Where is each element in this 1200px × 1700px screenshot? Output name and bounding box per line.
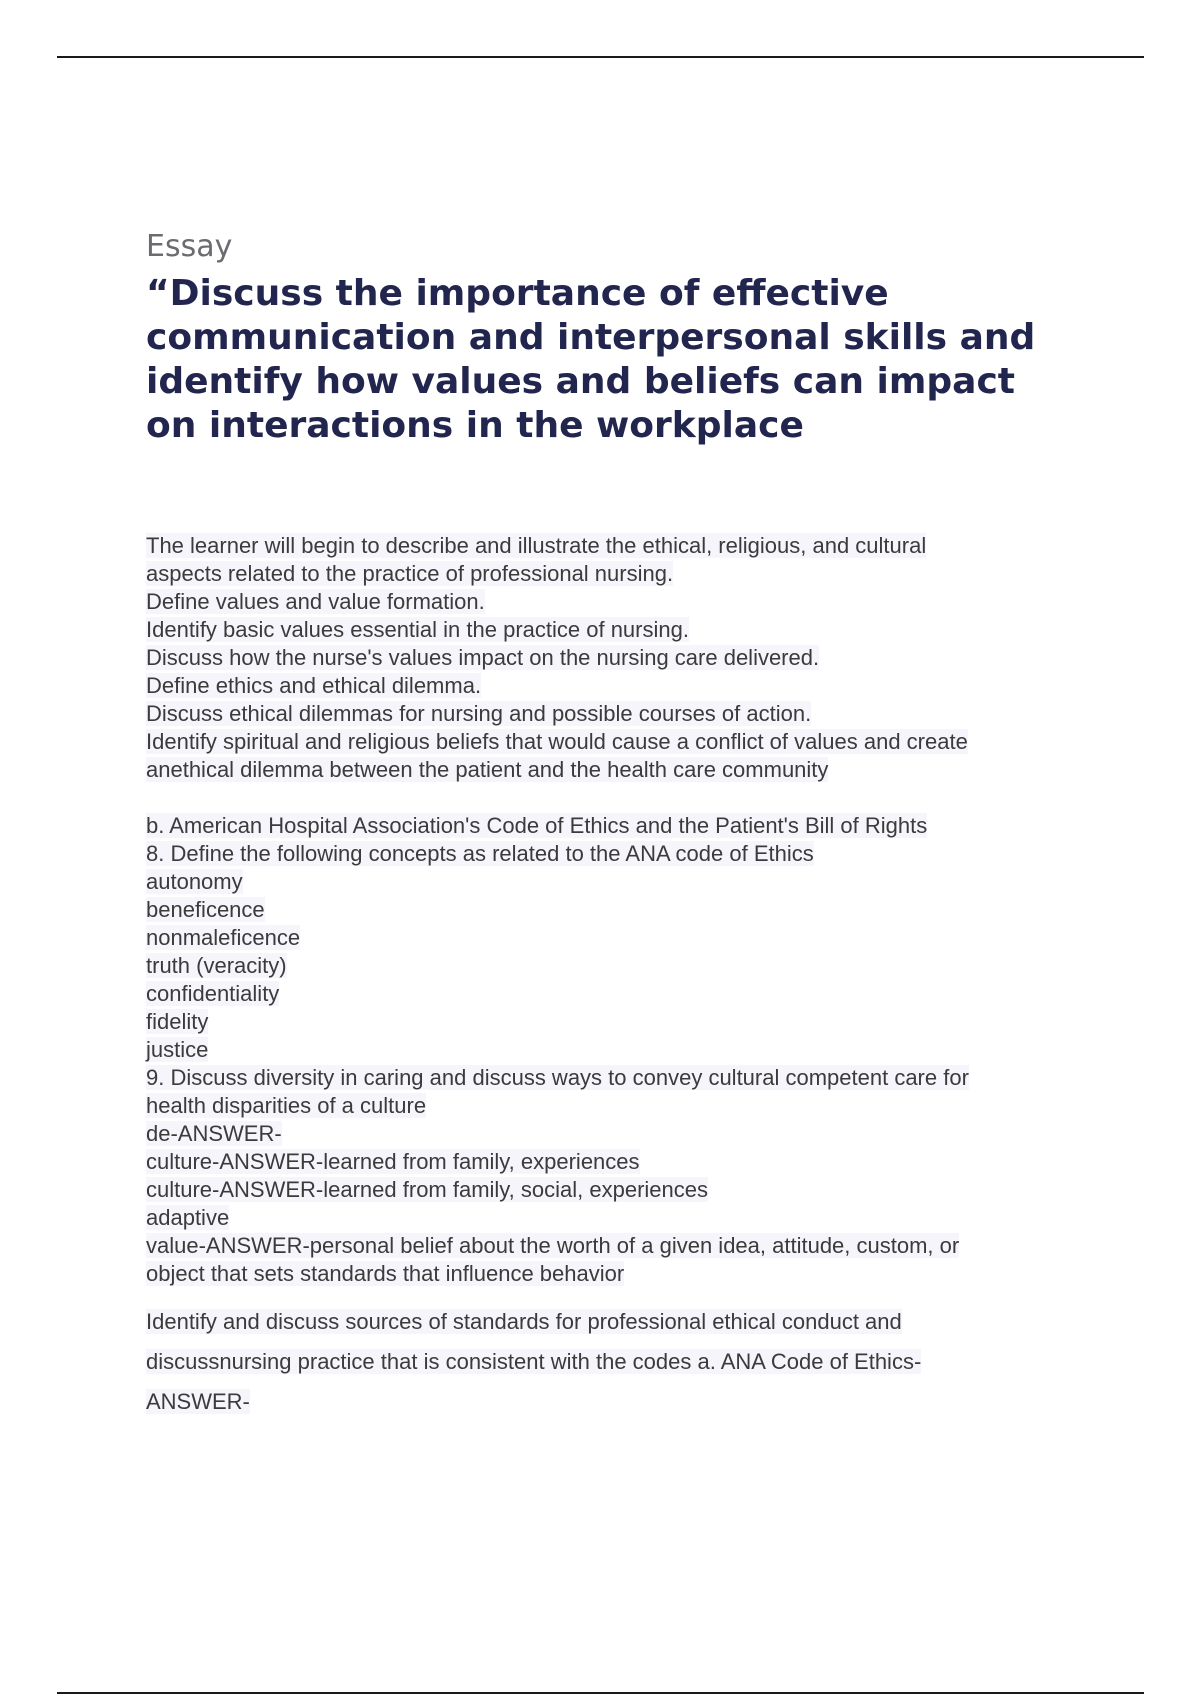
text-line	[146, 756, 1076, 784]
text-line-content: culture-ANSWER-learned from family, social, experiences	[146, 1177, 708, 1202]
text-line	[146, 700, 1076, 728]
text-line	[146, 1232, 1076, 1260]
text-line	[146, 840, 1076, 868]
text-line-content: Identify spiritual and religious beliefs that would cause a conflict of values and create	[146, 729, 968, 754]
text-line	[146, 728, 1076, 756]
text-line	[146, 1008, 1076, 1036]
text-line-content: nonmaleficence	[146, 925, 301, 950]
text-line	[146, 1064, 1076, 1092]
document-title: “Discuss the importance of effective communication and interpersonal skills and identify how values and beliefs can impact on interactions in the workplace	[146, 273, 1036, 446]
text-line	[146, 868, 1076, 896]
text-line-content: beneficence	[146, 897, 265, 922]
document-label: Essay	[146, 229, 233, 264]
text-line-content: health disparities of a culture	[146, 1093, 427, 1118]
text-line-content: confidentiality	[146, 981, 280, 1006]
text-line-content: justice	[146, 1037, 209, 1062]
text-line	[146, 1148, 1076, 1176]
text-line-content: anethical dilemma between the patient and the health care community	[146, 757, 829, 782]
text-line	[146, 924, 1076, 952]
text-line-content: The learner will begin to describe and illustrate the ethical, religious, and cultural	[146, 533, 927, 558]
text-line-content: Define ethics and ethical dilemma.	[146, 673, 482, 698]
text-line	[146, 1176, 1076, 1204]
text-line	[146, 560, 1076, 588]
document-body	[146, 226, 1076, 1422]
text-line	[146, 1382, 1076, 1422]
closing-paragraph	[146, 1302, 1076, 1422]
concept-list	[146, 812, 1076, 1288]
text-line	[146, 532, 1076, 560]
text-line	[146, 980, 1076, 1008]
text-line-content: 9. Discuss diversity in caring and discuss ways to convey cultural competent care for	[146, 1065, 969, 1090]
text-line-content: adaptive	[146, 1205, 230, 1230]
text-line-content: Define values and value formation.	[146, 589, 485, 614]
text-line	[146, 588, 1076, 616]
text-line-content: autonomy	[146, 869, 243, 894]
text-line-content: Identify and discuss sources of standards for professional ethical conduct and	[146, 1309, 902, 1334]
text-line-content: ANSWER-	[146, 1389, 250, 1414]
text-line-content: discussnursing practice that is consistent with the codes a. ANA Code of Ethics-	[146, 1349, 922, 1374]
text-line	[146, 644, 1076, 672]
intro-paragraph	[146, 532, 1076, 784]
bottom-rule	[57, 1692, 1144, 1694]
text-line-content: truth (veracity)	[146, 953, 287, 978]
text-line	[146, 1092, 1076, 1120]
text-line	[146, 896, 1076, 924]
text-line	[146, 1036, 1076, 1064]
top-rule	[57, 56, 1144, 58]
text-line-content: de-ANSWER-	[146, 1121, 282, 1146]
text-line	[146, 1120, 1076, 1148]
text-line	[146, 616, 1076, 644]
text-line-content: culture-ANSWER-learned from family, experiences	[146, 1149, 640, 1174]
text-line	[146, 1342, 1076, 1382]
text-line-content: b. American Hospital Association's Code of Ethics and the Patient's Bill of Rights	[146, 813, 928, 838]
text-line-content: Discuss how the nurse's values impact on the nursing care delivered.	[146, 645, 820, 670]
text-line-content: 8. Define the following concepts as related to the ANA code of Ethics	[146, 841, 814, 866]
text-line-content: value-ANSWER-personal belief about the worth of a given idea, attitude, custom, or	[146, 1233, 960, 1258]
text-line	[146, 952, 1076, 980]
text-line-content: Discuss ethical dilemmas for nursing and possible courses of action.	[146, 701, 812, 726]
text-line	[146, 1302, 1076, 1342]
text-line	[146, 1260, 1076, 1288]
text-line-content: object that sets standards that influence behavior	[146, 1261, 625, 1286]
text-line-content: aspects related to the practice of professional nursing.	[146, 561, 674, 586]
text-line	[146, 812, 1076, 840]
text-line-content: Identify basic values essential in the practice of nursing.	[146, 617, 689, 642]
text-line	[146, 672, 1076, 700]
text-line-content: fidelity	[146, 1009, 209, 1034]
text-line	[146, 1204, 1076, 1232]
